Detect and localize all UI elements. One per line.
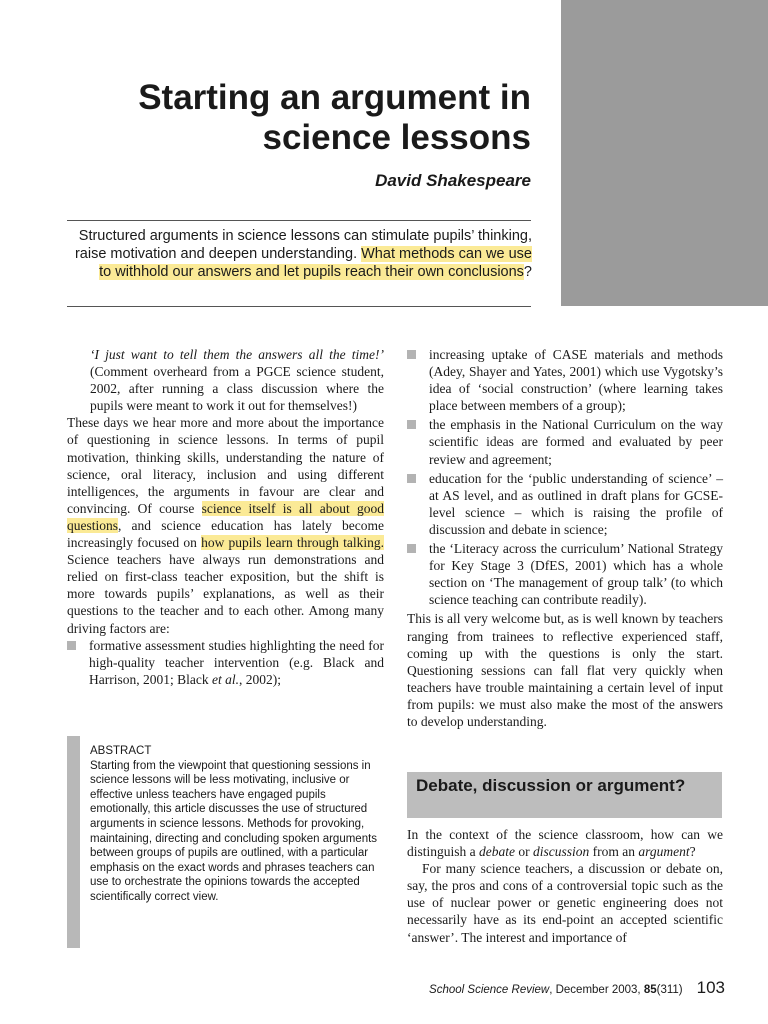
abstract-content (90, 744, 382, 905)
bullet-text-end: , 2002); (238, 671, 281, 687)
volume-number: 85 (643, 984, 657, 996)
standfirst-highlight: What methods can we use to withhold our answers and let pupils reach their own conclusions (99, 246, 532, 280)
page-number: 103 (696, 978, 725, 997)
quote-attribution: (Comment overheard from a PGCE science student, 2002, after running a class discussion where the pupils were meant to work it out for themselves!) (90, 364, 384, 414)
highlight-good-questions: science itself is all about good questions (67, 500, 384, 533)
bullet-text: the emphasis in the National Curriculum on the way scientific ideas are formed and evaluated by peer review and agreement; (429, 417, 723, 467)
quote-italic: ‘I just want to tell them the answers all the time!’ (90, 347, 384, 362)
context-paragraph (407, 826, 723, 860)
highlight-learn-through-talking: how pupils learn through talking. (201, 535, 384, 551)
bullet-item (407, 540, 723, 608)
epigraph-quote (67, 346, 384, 414)
bullet-text: the ‘Literacy across the curriculum’ National Strategy for Key Stage 3 (DfES, 2001) which has a whole section on ‘The management of group talk’ (to which science teaching can contribute readily). (429, 541, 723, 608)
intro-paragraph (67, 414, 384, 636)
standfirst (67, 227, 532, 281)
section-heading-box (407, 772, 722, 818)
abstract-box (67, 736, 383, 948)
issue-number: (311) (656, 984, 683, 996)
bottom-rule (67, 306, 531, 307)
welcome-paragraph: This is all very welcome but, as is well known by teachers ranging from trainees to reflective experienced staff, coming up with the questions is only the start. Questioning sessions can fall flat very quickly when teachers have trouble maintaining a certain level of input from pupils: we must also make the most of the answers to develop understanding. (407, 611, 723, 729)
top-rule (67, 220, 531, 221)
debate-paragraph: For many science teachers, a discussion or debate on, say, the pros and cons of a controversial topic such as the use of nuclear power or genetic engineering does not necessarily have as its end-point an accepted scientific ‘answer’. The interest and importance of (407, 861, 723, 945)
issue-date: , December 2003, (549, 984, 644, 996)
bullet-text: formative assessment studies highlighting the need for high-quality teacher intervention (e.g. Black and Harrison, 2001; Black (89, 637, 384, 687)
title-line-1: Starting an argument in (138, 78, 531, 117)
term-argument: argument (638, 844, 690, 860)
decorative-grey-block (561, 0, 768, 306)
abstract-text: Starting from the viewpoint that questioning sessions in science lessons will be less motivating, inclusive or effective unless teachers have engaged pupils emotionally, this article discusses the use of structured arguments in science lessons. Methods for provoking, maintaining, directing and concluding spoken arguments between groups of pupils are outlined, with a particular emphasis on the exact words and phrases teachers can use to orchestrate the opinions towards the accepted scientifically correct view. (90, 759, 378, 903)
left-column (67, 346, 384, 690)
right-column (407, 346, 723, 730)
bullet-text: education for the ‘public understanding of science’ – at AS level, and as outlined in draft plans for GCSE-level science – which is raising the profile of discussion and debate in science; (429, 470, 723, 537)
page-footer (429, 978, 725, 998)
standfirst-text: Structured arguments in science lessons can stimulate pupils’ thinking, raise motivation and deepen understanding. (74, 228, 532, 262)
term-debate: debate (479, 844, 516, 860)
bullet-item (407, 470, 723, 538)
article-title (71, 78, 531, 158)
bullet-square-icon (67, 641, 76, 650)
left-bullet-list (67, 637, 384, 688)
bullet-square-icon (407, 544, 416, 553)
context-text-b: or (515, 844, 534, 860)
bullet-item (67, 637, 384, 688)
bullet-text: increasing uptake of CASE materials and methods (Adey, Shayer and Yates, 2001) which use Vygotsky’s idea of ‘social construction’ (where learning takes place between members of a group); (429, 347, 723, 414)
standfirst-end: ? (523, 264, 532, 280)
intro-text-b: , and science education has lately become increasingly focused on (67, 517, 384, 551)
context-text-a: In the context of the science classroom, how can we distinguish a (407, 827, 723, 860)
bullet-square-icon (407, 420, 416, 429)
bullet-item (407, 346, 723, 414)
title-line-2: science lessons (262, 118, 531, 157)
intro-text-c: Science teachers have always run demonstrations and relied on first-class teacher exposition, but the shift is more towards pupils’ explanations, as well as their questions to the teacher and to each other. Among many driving factors are: (67, 552, 384, 636)
context-text-c: from an (589, 844, 639, 860)
section-heading: Debate, discussion or argument? (416, 776, 686, 795)
right-column-continued (407, 826, 723, 946)
journal-name: School Science Review (429, 984, 550, 996)
bullet-square-icon (407, 474, 416, 483)
abstract-bar (67, 736, 80, 948)
author-name: David Shakespeare (375, 171, 531, 190)
bullet-item (407, 416, 723, 467)
footer-citation (429, 984, 683, 996)
right-bullet-list (407, 346, 723, 608)
term-discussion: discussion (533, 844, 590, 860)
intro-text-a: These days we hear more and more about the importance of questioning in science lessons. In terms of pupil motivation, thinking skills, understanding the nature of science, oral literacy, inclusion and using different intelligences, the arguments in favour are clear and convincing. Of course (67, 415, 384, 516)
bullet-italic: et al. (211, 671, 239, 687)
abstract-label: ABSTRACT (90, 745, 152, 757)
context-text-d: ? (689, 844, 696, 860)
bullet-square-icon (407, 350, 416, 359)
